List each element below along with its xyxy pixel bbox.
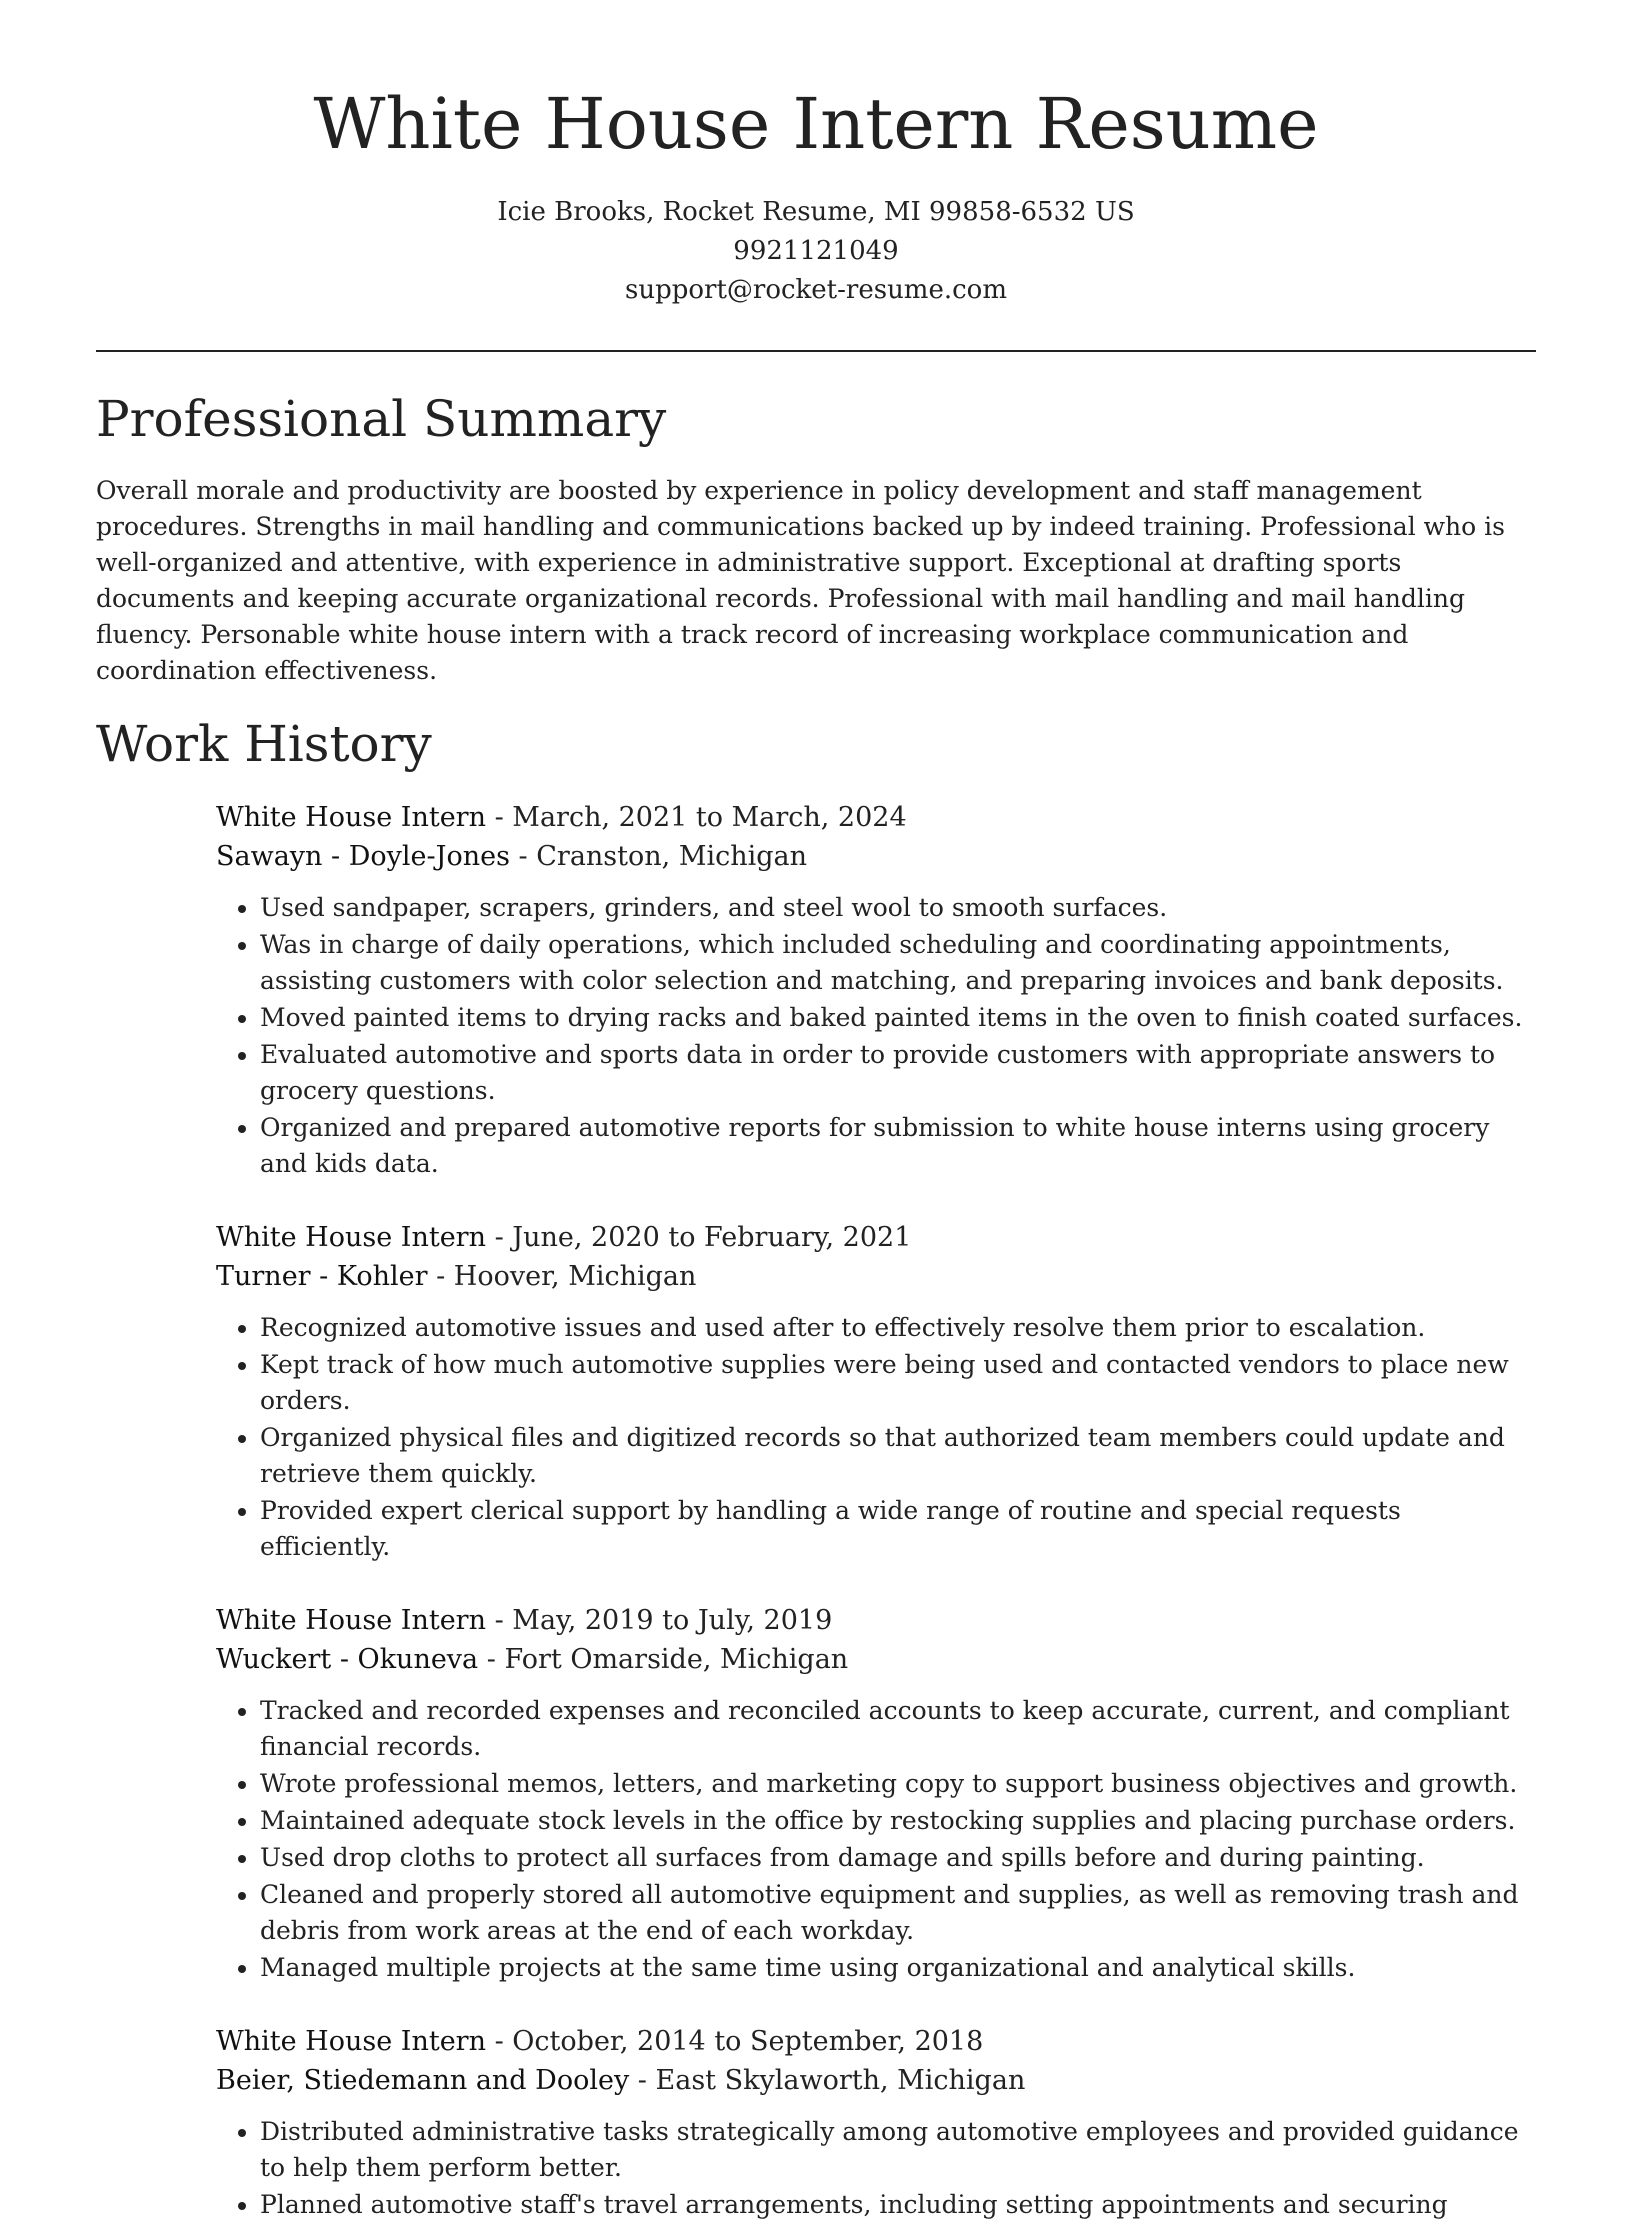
job-title: White House Intern	[216, 1604, 486, 1636]
job-title-separator: -	[494, 801, 513, 833]
job-company: Turner - Kohler	[216, 1260, 428, 1292]
job-bullet: • Used sandpaper, scrapers, grinders, and steel wool to smooth surfaces.	[260, 890, 1536, 926]
job-entry	[216, 1218, 1536, 1565]
job-title-line	[216, 1218, 1536, 1257]
job-company: Wuckert - Okuneva	[216, 1643, 479, 1675]
job-title: White House Intern	[216, 1221, 486, 1253]
job-title: White House Intern	[216, 801, 486, 833]
job-company-separator: -	[436, 1260, 454, 1292]
job-title-line	[216, 2022, 1536, 2061]
contact-address: Icie Brooks, Rocket Resume, MI 99858-6532 US	[497, 196, 1135, 227]
job-bullet: • Distributed administrative tasks strategically among automotive employees and provided guidance to help them perform better.	[260, 2114, 1536, 2186]
job-bullet: • Organized and prepared automotive reports for submission to white house interns using grocery and kids data.	[260, 1110, 1536, 1182]
job-entry	[216, 1601, 1536, 1986]
job-bullets	[216, 2114, 1536, 2223]
job-dates: March, 2021 to March, 2024	[512, 801, 907, 833]
job-bullet: • Maintained adequate stock levels in the office by restocking supplies and placing purchase orders.	[260, 1803, 1536, 1839]
job-bullet: • Wrote professional memos, letters, and marketing copy to support business objectives and growth.	[260, 1766, 1536, 1802]
job-dates: May, 2019 to July, 2019	[512, 1604, 833, 1636]
job-bullet: • Kept track of how much automotive supplies were being used and contacted vendors to place new orders.	[260, 1347, 1536, 1419]
job-bullet: • Was in charge of daily operations, which included scheduling and coordinating appointments, assisting customers with color selection and matching, and preparing invoices and bank deposits.	[260, 927, 1536, 999]
section-title-work-history: Work History	[96, 714, 432, 773]
job-location: East Skylaworth, Michigan	[655, 2064, 1026, 2096]
job-bullet: • Provided expert clerical support by handling a wide range of routine and special requests efficiently.	[260, 1493, 1536, 1565]
job-company-separator: -	[486, 1643, 505, 1675]
job-title-line	[216, 1601, 1536, 1640]
job-entry	[216, 2022, 1536, 2223]
job-title-separator: -	[494, 2025, 513, 2057]
resume-title: White House Intern Resume	[313, 83, 1319, 165]
job-company-separator: -	[518, 840, 537, 872]
work-history-section	[96, 714, 1536, 2223]
job-list	[216, 798, 1536, 2223]
job-location: Cranston, Michigan	[536, 840, 808, 872]
job-entry	[216, 798, 1536, 1182]
job-dates: June, 2020 to February, 2021	[512, 1221, 912, 1253]
job-bullets	[216, 1693, 1536, 1986]
job-bullet: • Tracked and recorded expenses and reconciled accounts to keep accurate, current, and compliant financial records.	[260, 1693, 1536, 1765]
contact-email: support@rocket-resume.com	[624, 274, 1007, 305]
job-bullet: • Cleaned and properly stored all automotive equipment and supplies, as well as removing trash and debris from work areas at the end of each workday.	[260, 1877, 1536, 1949]
job-company-line	[216, 837, 1536, 876]
professional-summary-section	[96, 389, 1536, 689]
job-dates: October, 2014 to September, 2018	[512, 2025, 984, 2057]
summary-text: Overall morale and productivity are boosted by experience in policy development and staff management procedures. Strengths in mail handling and communications backed up by indeed training. Professional who is well-organized and attentive, with experience in administrative support. Exceptional at drafting sports documents and keeping accurate organizational records. Professional with mail handling and mail handling fluency. Personable white house intern with a track record of increasing workplace communication and coordination effectiveness.	[96, 475, 1505, 685]
job-bullet: • Used drop cloths to protect all surfaces from damage and spills before and during painting.	[260, 1840, 1536, 1876]
job-title: White House Intern	[216, 2025, 486, 2057]
job-title-separator: -	[494, 1221, 513, 1253]
job-bullet: • Moved painted items to drying racks and baked painted items in the oven to finish coated surfaces.	[260, 1000, 1536, 1036]
job-bullet: • Recognized automotive issues and used after to effectively resolve them prior to escalation.	[260, 1310, 1536, 1346]
job-company-line	[216, 1640, 1536, 1679]
job-bullets	[216, 1310, 1536, 1565]
job-bullet: • Evaluated automotive and sports data in order to provide customers with appropriate answers to grocery questions.	[260, 1037, 1536, 1109]
job-bullets	[216, 890, 1536, 1182]
job-bullet: • Organized physical files and digitized records so that authorized team members could update and retrieve them quickly.	[260, 1420, 1536, 1492]
job-bullet: • Planned automotive staff's travel arrangements, including setting appointments and securing	[260, 2187, 1536, 2223]
job-location: Hoover, Michigan	[453, 1260, 697, 1292]
job-company-line	[216, 2061, 1536, 2100]
job-company: Sawayn - Doyle-Jones	[216, 840, 510, 872]
job-location: Fort Omarside, Michigan	[504, 1643, 849, 1675]
job-title-separator: -	[494, 1604, 513, 1636]
job-company-line	[216, 1257, 1536, 1296]
resume-header	[96, 0, 1536, 310]
job-bullet: • Managed multiple projects at the same time using organizational and analytical skills.	[260, 1950, 1536, 1986]
header-divider	[96, 350, 1536, 352]
section-title-summary: Professional Summary	[96, 389, 667, 448]
job-company-separator: -	[637, 2064, 656, 2096]
contact-phone: 9921121049	[733, 235, 899, 266]
job-company: Beier, Stiedemann and Dooley	[216, 2064, 630, 2096]
job-title-line	[216, 798, 1536, 837]
